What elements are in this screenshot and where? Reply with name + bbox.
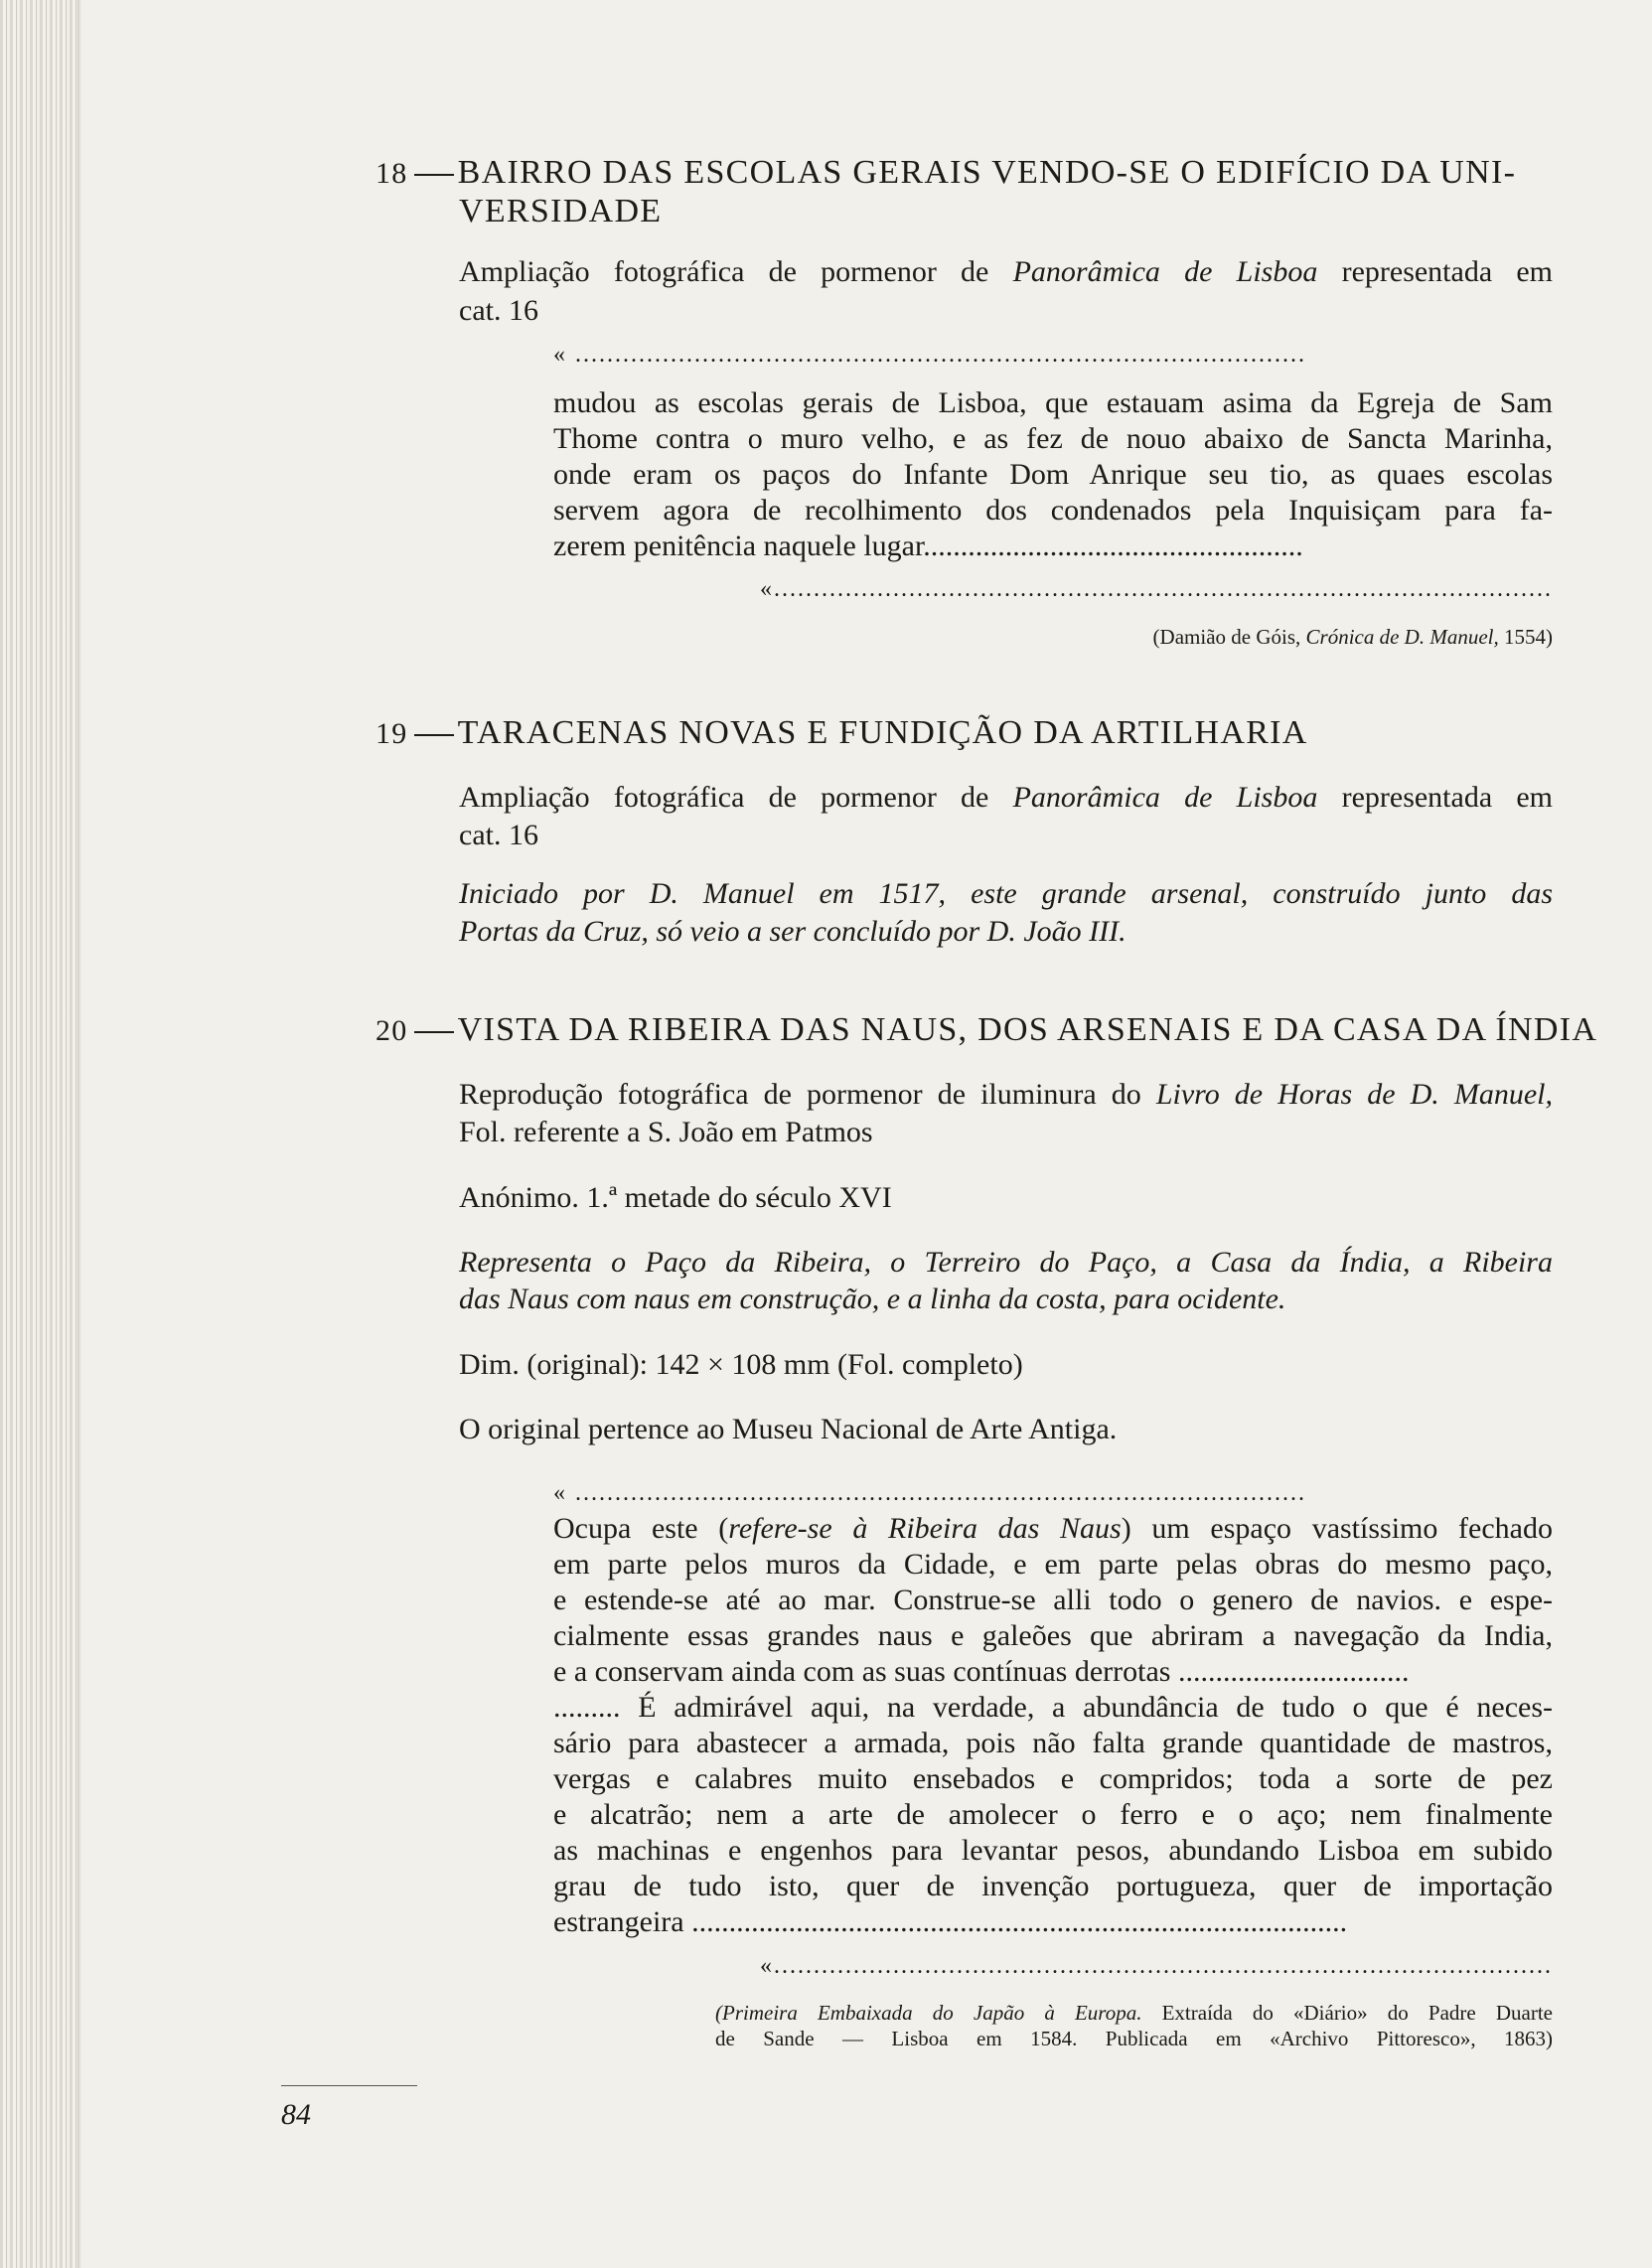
entry-19-heading	[375, 713, 1553, 753]
book-binding-edge	[0, 0, 77, 2268]
entry-19-description-cont: cat. 16	[459, 819, 538, 851]
quote-line: estrangeira ........................................................................................	[553, 1905, 1348, 1938]
em-dash	[414, 734, 454, 736]
quote-line: servem agora de recolhimento dos condenados pela Inquisiçam para fa-	[553, 494, 1553, 527]
work-title: Livro de Horas de D. Manuel,	[1155, 1078, 1553, 1111]
quote-line: as machinas e engenhos para levantar pesos, abundando Lisboa em subido	[553, 1834, 1553, 1867]
quote-opening: « ............................................................................................	[553, 1480, 1306, 1506]
entry-number: 20	[375, 1014, 408, 1047]
entry-20-author: Anónimo. 1.ª metade do século XVI	[459, 1181, 892, 1214]
quote-line: Ocupa este (refere-se à Ribeira das Naus) um espaço vastíssimo fechado	[553, 1512, 1553, 1545]
entry-20-note-cont: das Naus com naus em construção, e a linha da costa, para ocidente.	[459, 1283, 1286, 1315]
work-title: Panorâmica de Lisboa	[1012, 781, 1318, 814]
entry-18-title-cont: VERSIDADE	[459, 193, 663, 229]
entry-20-description-cont: Fol. referente a S. João em Patmos	[459, 1116, 873, 1148]
quote-line: vergas e calabres muito ensebados e compridos; toda a sorte de pez	[553, 1762, 1553, 1795]
page-number: 84	[281, 2098, 311, 2131]
entry-title: BAIRRO DAS ESCOLAS GERAIS VENDO-SE O EDIFÍCIO DA UNI-	[457, 154, 1517, 191]
entry-20-dimensions: Dim. (original): 142 × 108 mm (Fol. completo)	[459, 1348, 1023, 1381]
entry-number: 19	[375, 717, 408, 750]
entry-20-owner: O original pertence ao Museu Nacional de Arte Antiga.	[459, 1413, 1118, 1445]
quote-line: sário para abastecer a armada, pois não falta grande quantidade de mastros,	[553, 1727, 1553, 1759]
quote-closing: ..................................................................................................»	[760, 1953, 1553, 1979]
entry-title: TARACENAS NOVAS E FUNDIÇÃO DA ARTILHARIA	[457, 714, 1308, 751]
quote-opening: « ............................................................................................	[553, 342, 1306, 368]
entry-18-description: Ampliação fotográfica de pormenor de Panorâmica de Lisboa representada em	[459, 255, 1554, 288]
quote-line: onde eram os paços do Infante Dom Anrique seu tio, as quaes escolas	[553, 458, 1553, 491]
quote-line: em parte pelos muros da Cidade, e em parte pelas obras do mesmo paço,	[553, 1548, 1553, 1581]
entry-18-description-cont: cat. 16	[459, 294, 538, 327]
quote-line: cialmente essas grandes naus e galeões que abriram a navegação da India,	[553, 1619, 1553, 1652]
quote-line: grau de tudo isto, quer de invenção portugueza, quer de importação	[553, 1870, 1553, 1902]
entry-20-note: Representa o Paço da Ribeira, o Terreiro do Paço, a Casa da Índia, a Ribeira	[459, 1246, 1553, 1279]
quote-line: e estende-se até ao mar. Construe-se alli todo o genero de navios. e espe-	[553, 1584, 1553, 1616]
entry-20-heading	[375, 1010, 1598, 1050]
quote-line: e a conservam ainda com as suas contínuas derrotas ...............................	[553, 1655, 1410, 1688]
quote-line: Thome contra o muro velho, e as fez de nouo abaixo de Sancta Marinha,	[553, 422, 1553, 455]
entry-19-note-cont: Portas da Cruz, só veio a ser concluído por D. João III.	[459, 915, 1126, 948]
em-dash	[414, 174, 454, 176]
entry-18-heading	[375, 153, 1553, 193]
binding-shadow	[77, 0, 81, 2268]
quote-line: mudou as escolas gerais de Lisboa, que estauam asima da Egreja de Sam	[553, 386, 1553, 419]
citation: (Damião de Góis, Crónica de D. Manuel, 1554)	[1152, 625, 1553, 649]
work-title: Panorâmica de Lisboa	[1012, 255, 1318, 288]
em-dash	[414, 1031, 454, 1033]
citation-cont: de Sande — Lisboa em 1584. Publicada em «Archivo Pittoresco», 1863)	[715, 2027, 1553, 2050]
citation: (Primeira Embaixada do Japão à Europa. Extraída do «Diário» do Padre Duarte	[715, 2001, 1553, 2025]
entry-19-note: Iniciado por D. Manuel em 1517, este grande arsenal, construído junto das	[459, 877, 1553, 910]
entry-title: VISTA DA RIBEIRA DAS NAUS, DOS ARSENAIS E DA CASA DA ÍNDIA	[457, 1011, 1598, 1048]
quote-line: e alcatrão; nem a arte de amolecer o ferro e o aço; nem finalmente	[553, 1798, 1553, 1831]
entry-20-description: Reprodução fotográfica de pormenor de iluminura do Livro de Horas de D. Manuel,	[459, 1078, 1553, 1111]
footer-rule	[281, 2085, 417, 2086]
entry-19-description: Ampliação fotográfica de pormenor de Panorâmica de Lisboa representada em	[459, 781, 1554, 814]
quote-closing: ..................................................................................................»	[760, 576, 1553, 602]
quote-line: zerem penitência naquele lugar...................................................	[553, 529, 1303, 562]
entry-number: 18	[375, 157, 408, 190]
quote-line: ......... É admirável aqui, na verdade, a abundância de tudo o que é neces-	[553, 1691, 1553, 1724]
